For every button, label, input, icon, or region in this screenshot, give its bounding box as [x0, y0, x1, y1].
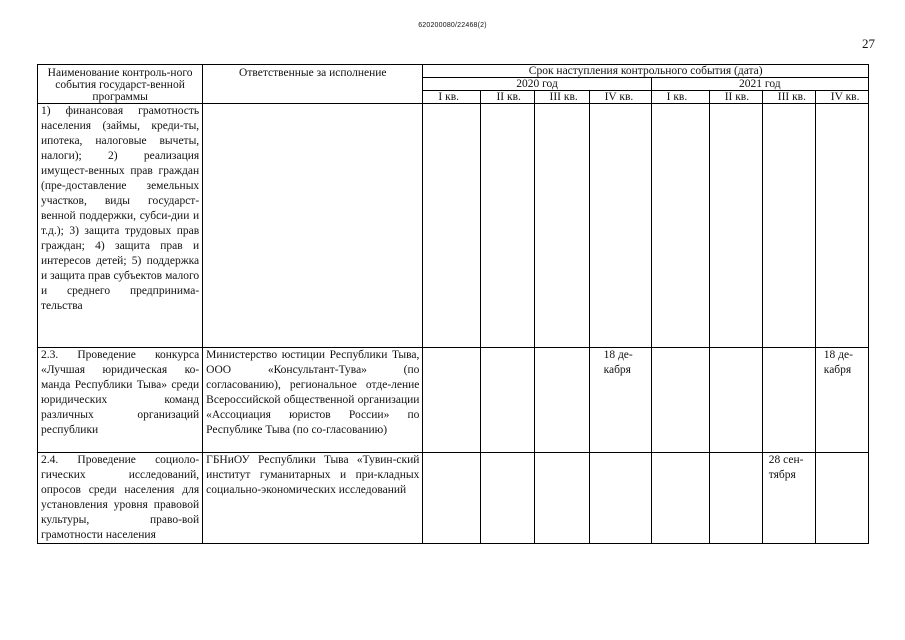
- header-quarter: II кв.: [481, 91, 534, 104]
- date-cell: [534, 348, 589, 453]
- date-cell: 18 де-кабря: [589, 348, 651, 453]
- date-cell: [481, 453, 534, 544]
- header-name-column: Наименование контроль-ного события государст-венной программы: [38, 65, 203, 104]
- event-name-cell: 2.3. Проведение конкурса «Лучшая юридическая ко-манда Республики Тыва» среди юридических команд различных организаций республики: [38, 348, 203, 453]
- date-cell: [589, 453, 651, 544]
- page-number: 27: [862, 36, 875, 51]
- header-year-2021: 2021 год: [651, 78, 868, 91]
- table-row: [38, 348, 869, 453]
- date-cell: [709, 348, 762, 453]
- date-cell: [709, 453, 762, 544]
- header-quarter: III кв.: [762, 91, 815, 104]
- table-row: [38, 104, 869, 348]
- date-cell: [815, 453, 868, 544]
- control-events-table: [37, 64, 869, 544]
- date-cell: [481, 348, 534, 453]
- header-year-2020: 2020 год: [423, 78, 651, 91]
- date-cell: [651, 104, 709, 348]
- date-cell: [762, 348, 815, 453]
- header-quarter: IV кв.: [815, 91, 868, 104]
- header-quarter: I кв.: [423, 91, 481, 104]
- table-row: [38, 453, 869, 544]
- header-quarter: IV кв.: [589, 91, 651, 104]
- responsible-cell: [203, 104, 423, 348]
- date-cell: [762, 104, 815, 348]
- date-cell: [651, 348, 709, 453]
- date-cell: [534, 453, 589, 544]
- header-quarter: II кв.: [709, 91, 762, 104]
- responsible-cell: ГБНиОУ Республики Тыва «Тувин-ский институт гуманитарных и при-кладных социально-экономических исследований: [203, 453, 423, 544]
- date-cell: 18 де-кабря: [815, 348, 868, 453]
- date-cell: [481, 104, 534, 348]
- date-cell: [423, 104, 481, 348]
- header-quarter: I кв.: [651, 91, 709, 104]
- date-cell: [651, 453, 709, 544]
- event-name-cell: 2.4. Проведение социоло-гических исследований, опросов среди населения для установления уровня правовой культуры, право-вой грамотности населения: [38, 453, 203, 544]
- date-cell: 28 сен-тября: [762, 453, 815, 544]
- document-id: 620200080/22468(2): [418, 22, 487, 29]
- date-cell: [815, 104, 868, 348]
- date-cell: [709, 104, 762, 348]
- header-date-column: Срок наступления контрольного события (дата): [423, 65, 869, 78]
- date-cell: [423, 348, 481, 453]
- date-cell: [423, 453, 481, 544]
- header-quarter: III кв.: [534, 91, 589, 104]
- event-name-cell: 1) финансовая грамотность населения (займы, креди-ты, ипотека, налоговые вычеты, налоги); 2) реализация имущест-венных прав граждан (пре-доставление земельных участков, виды государст-венной поддержки, субси-дии и т.д.); 3) защита трудовых прав граждан; 4) защита прав и интересов детей; 5) поддержка и защита прав субъектов малого и среднего предпринима-тельства: [38, 104, 203, 348]
- date-cell: [534, 104, 589, 348]
- responsible-cell: Министерство юстиции Республики Тыва, ООО «Консультант-Тува» (по согласованию), региональное отде-ление Всероссийской общественной организации «Ассоциация юристов России» по Республике Тыва (по со-гласованию): [203, 348, 423, 453]
- header-responsible-column: Ответственные за исполнение: [203, 65, 423, 104]
- date-cell: [589, 104, 651, 348]
